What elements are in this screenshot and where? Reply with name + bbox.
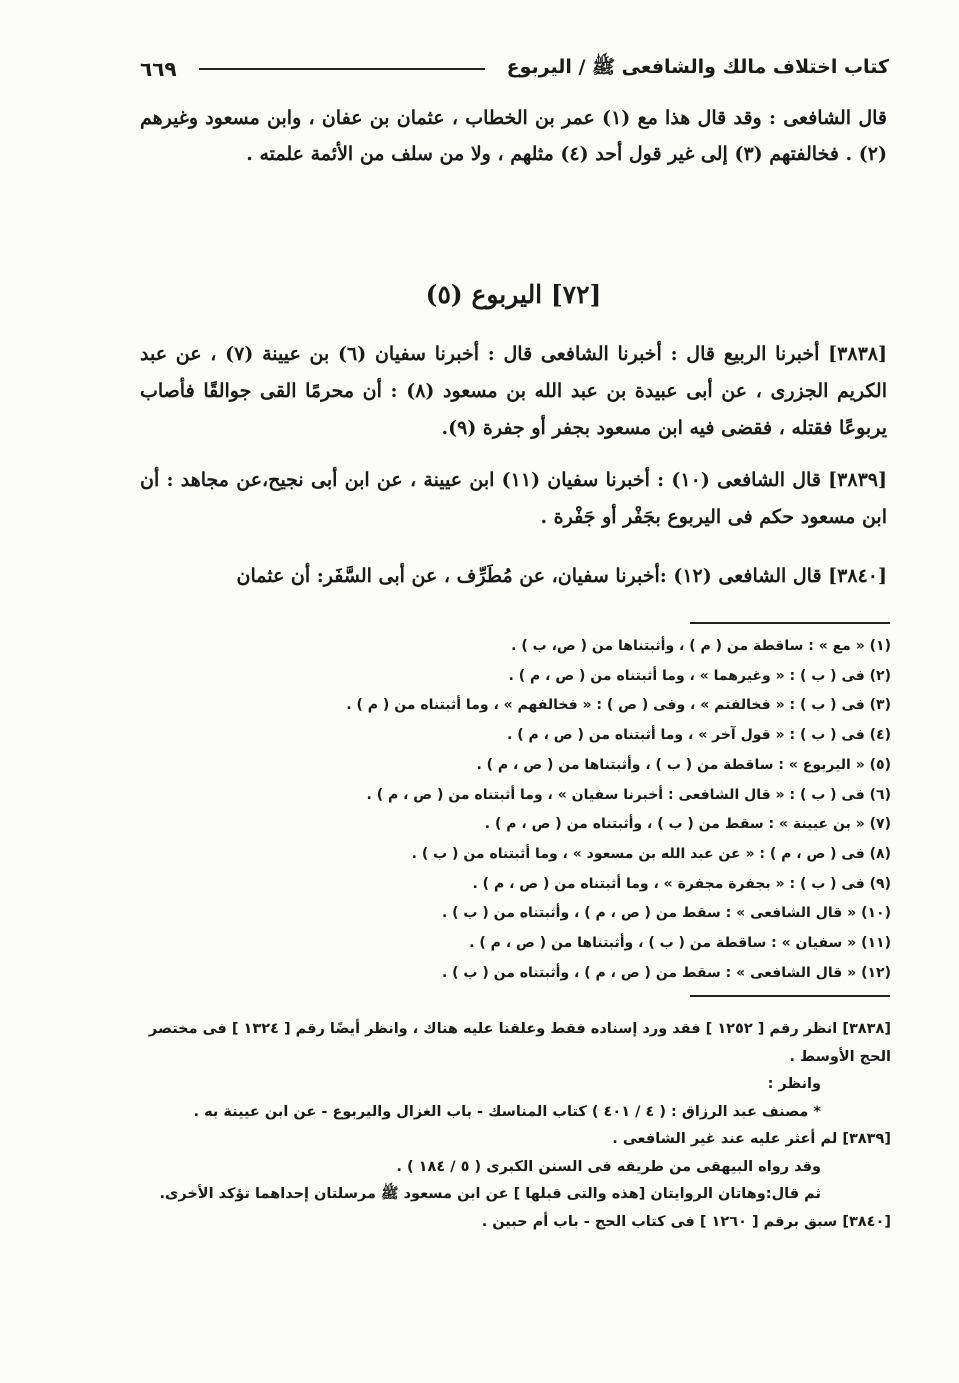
footnote: (٦) فى ( ب ) : « قال الشافعى : أخبرنا سفيان » ، وما أثبتناه من ( ص ، م ) . (366, 786, 891, 803)
references-divider (690, 995, 890, 997)
footnotes (300, 632, 891, 988)
running-header (140, 52, 889, 86)
reference-see-also: وانظر : (767, 1076, 821, 1092)
footnote-divider (690, 622, 890, 624)
footnote: (٢) فى ( ب ) : « وغيرهما » ، وما أثبتناه من ( ص ، م ) . (508, 667, 891, 684)
footnote: (١١) « سفيان » : ساقطة من ( ب ) ، وأثبتناها من ( ص ، م ) . (469, 935, 891, 952)
reference-abdulrazzaq: * مصنف عبد الرزاق : ( ٤ / ٤٠١ ) كتاب المناسك - باب الغزال واليربوع - عن ابن عيينة به . (193, 1103, 821, 1120)
footnote: (٣) فى ( ب ) : « فخالفتم » ، وفى ( ص ) : « فخالفهم » ، وما أثبتناه من ( م ) . (346, 697, 891, 714)
header-rule (199, 68, 485, 70)
page-number: ٦٦٩ (140, 57, 177, 81)
hadith-3838: [٣٨٣٨] أخبرنا الربيع قال : أخبرنا الشافعى قال : أخبرنا سفيان (٦) بن عيينة (٧) ، عن عبد الكريم الجزرى ، عن أبى عبيدة بن عبد الله بن مسعود (٨) : أن محرمًا القى جوالقًا فأصاب يربوعًا فقتله ، فقضى فيه ابن مسعود بجفر أو جفرة (٩). (140, 343, 887, 439)
footnote: (٨) فى ( ص ، م ) : « عن عبد الله بن مسعود » ، وما أثبتناه من ( ب ) . (411, 845, 891, 862)
section-title: [٧٢] اليربوع (٥) (425, 280, 602, 309)
reference-3839: [٣٨٣٩] لم أعثر عليه عند غير الشافعى . (612, 1131, 891, 1147)
intro-paragraph: قال الشافعى : وقد قال هذا مع (١) عمر بن الخطاب ، عثمان بن عفان ، وابن مسعود وغيرهم (٢) . فخالفتهم (٣) إلى غير قول أحد (٤) مثلهم ، ولا من سلف من الأئمة علمته . (140, 107, 887, 165)
footnote: (٩) فى ( ب ) : « بجفرة مجفرة » ، وما أثبتناه من ( ص ، م ) . (472, 875, 891, 892)
hadith-3839: [٣٨٣٩] قال الشافعى (١٠) : أخبرنا سفيان (١١) ابن عيينة ، عن ابن أبى نجيح،عن مجاهد : أن ابن مسعود حكم فى اليربوع بجَفْر أو جَفْرة . (140, 469, 887, 528)
reference-3838: [٣٨٣٨] انظر رقم [ ١٢٥٢ ] فقد ورد إسناده فقط وعلقنا عليه هناك ، وانظر أيضًا رقم [ ١٣٢٤ ] فى مختصر الحج الأوسط . (148, 1021, 891, 1065)
footnote: (١٠) « قال الشافعى » : سقط من ( ص ، م ) ، وأثبتناه من ( ب ) . (441, 905, 891, 922)
footnote: (١) « مع » : ساقطة من ( م ) ، وأثبتناها من ( ص، ب ) . (511, 638, 891, 654)
reference-bayhaqi-comment: ثم قال:وهاتان الروايتان [هذه والتى قبلها ] عن ابن مسعود ﷺ مرسلتان إحداهما تؤكد الأخرى. (159, 1186, 821, 1202)
footnote: (٤) فى ( ب ) : « قول آخر » ، وما أثبتناه من ( ص ، م ) . (507, 727, 891, 744)
hadith-3840: [٣٨٤٠] قال الشافعى (١٢) :أخبرنا سفيان، عن مُطَرِّف ، عن أبى السَّفَر: أن عثمان (236, 565, 887, 587)
footnote: (٥) « اليربوع » : ساقطة من ( ب ) ، وأثبتناها من ( ص ، م ) . (476, 756, 891, 773)
footnote: (٧) « بن عيينة » : سقط من ( ب ) ، وأثبتناه من ( ص ، م ) . (484, 816, 891, 833)
reference-3840: [٣٨٤٠] سبق برقم [ ١٢٦٠ ] فى كتاب الحج - باب أم حبين . (481, 1213, 891, 1230)
reference-bayhaqi: وقد رواه البيهقى من طريقه فى السنن الكبرى ( ٥ / ١٨٤ ) . (396, 1158, 821, 1175)
references (140, 1016, 891, 1236)
footnote: (١٢) « قال الشافعى » : سقط من ( ص ، م ) ، وأثبتناه من ( ب ) . (441, 964, 891, 981)
running-title: كتاب اختلاف مالك والشافعى ﷺ / اليربوع (506, 56, 889, 78)
